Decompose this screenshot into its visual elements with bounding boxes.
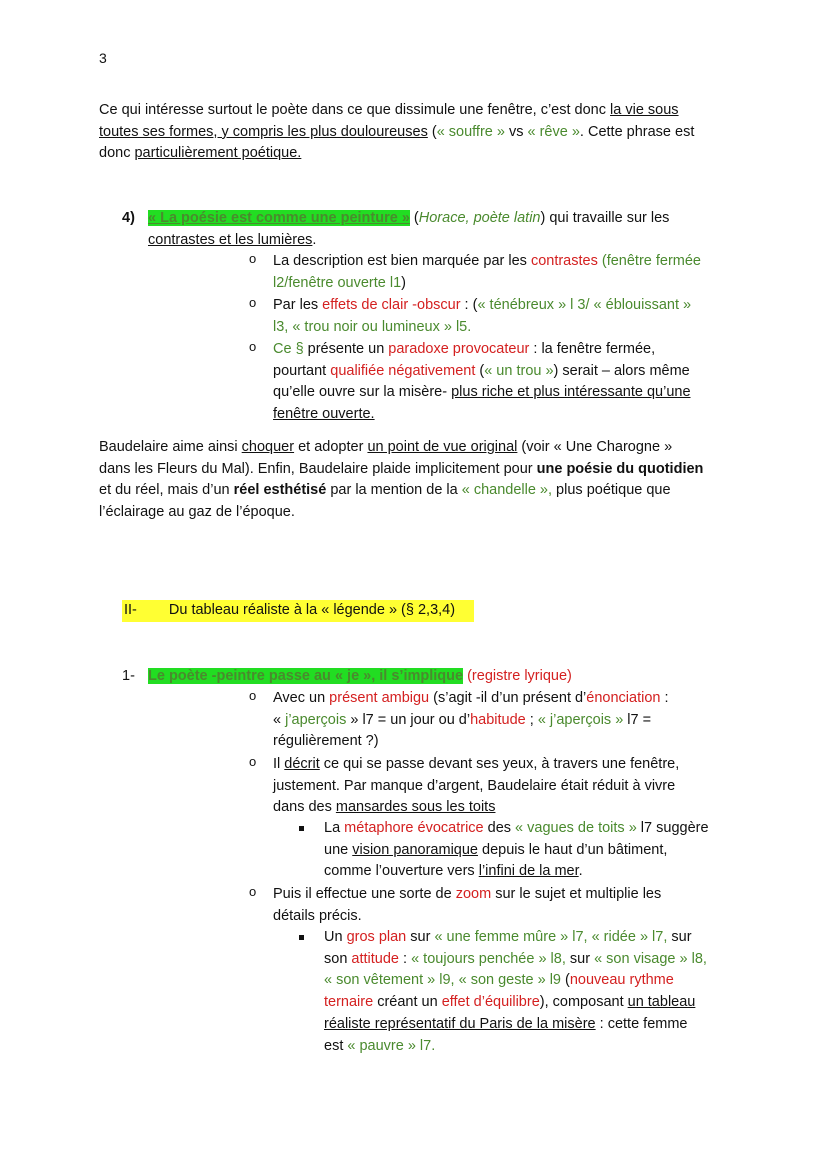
part-2-heading: II- Du tableau réaliste à la « légende » (§ 2,3,4) bbox=[122, 600, 474, 622]
section-1-heading: Le poète -peintre passe au « je », il s’implique (registre lyrique) bbox=[148, 668, 572, 684]
section-4-quote: « La poésie est comme une peinture » bbox=[148, 210, 410, 226]
bullet-circle: o bbox=[249, 754, 257, 769]
baudelaire-paragraph: Baudelaire aime ainsi choquer et adopter un point de vue original (voir « Une Charogne » dans les Fleurs du Mal). Enfin, Baudelaire plaide implicitement pour une poésie du quotidien et du réel, mais d’un réel esthétisé par la mention de la « chandelle », plus poétique que l’éclairage au gaz de l’époque. bbox=[99, 439, 704, 521]
bullet-circle: o bbox=[249, 884, 257, 899]
section-1-title: Le poète -peintre passe au « je », il s’implique bbox=[148, 668, 464, 684]
section-1-number: 1- bbox=[122, 668, 135, 684]
section-4-bullet-3: Ce § présente un paradoxe provocateur : la fenêtre fermée, pourtant qualifiée négativement (« un trou ») serait – alors même qu’elle ouvre sur la misère- plus riche et plus intéressante qu’une fenêtre ouverte. bbox=[273, 341, 691, 423]
section-4-heading: « La poésie est comme une peinture » (Horace, poète latin) qui travaille sur les contrastes et les lumières. bbox=[148, 210, 670, 248]
bullet-square bbox=[299, 935, 304, 940]
page-number: 3 bbox=[99, 50, 107, 66]
section-4-number: 4) bbox=[122, 210, 135, 226]
section-1-bullet-2: Il décrit ce qui se passe devant ses yeux, à travers une fenêtre, justement. Par manque d’argent, Baudelaire était réduit à vivre dans des mansardes sous les toits bbox=[273, 756, 680, 816]
section-1-bullet-1: Avec un présent ambigu (s’agit -il d’un présent d’énonciation : « j’aperçois » l7 = un jour ou d’habitude ; « j’aperçois » l7 = régulièrement ?) bbox=[273, 690, 669, 750]
section-4-bullet-2: Par les effets de clair -obscur : (« ténébreux » l 3/ « éblouissant » l3, « trou noir ou lumineux » l5. bbox=[273, 297, 692, 335]
section-1-bullet-3: Puis il effectue une sorte de zoom sur le sujet et multiplie les détails précis. bbox=[273, 886, 662, 924]
section-4-bullet-1: La description est bien marquée par les contrastes (fenêtre fermée l2/fenêtre ouverte l1) bbox=[273, 253, 702, 291]
section-1-sub-bullet-2: Un gros plan sur « une femme mûre » l7, « ridée » l7, sur son attitude : « toujours penchée » l8, sur « son visage » l8, « son vêtement » l9, « son geste » l9 (nouveau rythme ternaire créant un effet d’équilibre), composant un tableau réaliste représentatif du Paris de la misère : cette femme est « pauvre » l7. bbox=[324, 929, 707, 1054]
bullet-circle: o bbox=[249, 295, 257, 310]
section-1-sub-bullet-1: La métaphore évocatrice des « vagues de toits » l7 suggère une vision panoramique depuis le haut d’un bâtiment, comme l’ouverture vers l’infini de la mer. bbox=[324, 820, 709, 880]
bullet-circle: o bbox=[249, 339, 257, 354]
intro-paragraph: Ce qui intéresse surtout le poète dans ce que dissimule une fenêtre, c’est donc la vie sous toutes ses formes, y compris les plus douloureuses (« souffre » vs « rêve ». Cette phrase est donc particulièrement poétique. bbox=[99, 102, 695, 162]
bullet-circle: o bbox=[249, 251, 257, 266]
bullet-square bbox=[299, 826, 304, 831]
bullet-circle: o bbox=[249, 688, 257, 703]
